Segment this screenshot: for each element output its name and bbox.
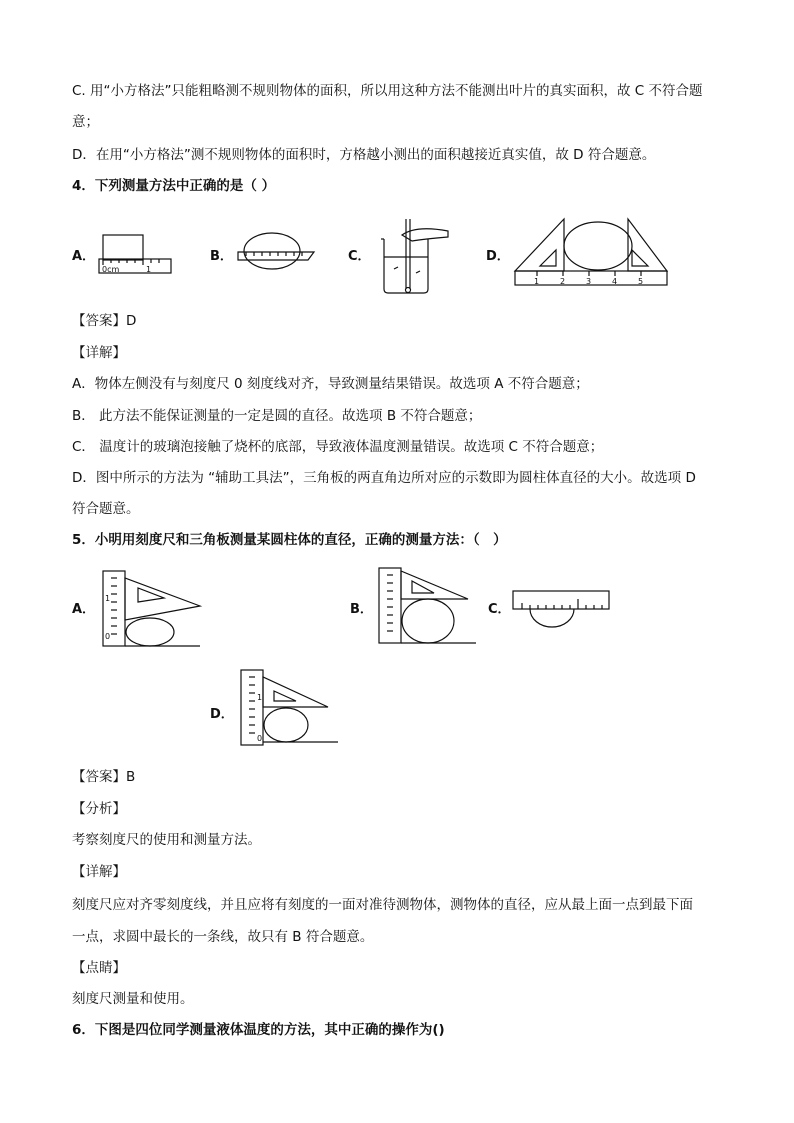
q5-detail-cont: 一点，求圆中最长的一条线，故只有 B 符合题意。 (72, 929, 374, 945)
q5d-vert-one: 1 (257, 693, 263, 702)
q5a-vert-zero: 0 (105, 632, 111, 641)
q4-answer: 【答案】D (72, 313, 137, 329)
q4-option-b-label: B． (210, 249, 233, 264)
q4-option-d-label: D． (486, 249, 510, 264)
q4-figure-a-ruler (96, 232, 176, 277)
q5-detail-heading: 【详解】 (72, 864, 126, 880)
q4-detail-b: B． 此方法不能保证测量的一定是圆的直径。故选项 B 不符合题意； (72, 408, 482, 424)
ruler-a-zero-label: 0cm (102, 265, 120, 274)
ruler-d-tick-2: 2 (560, 277, 566, 286)
q5-point: 刻度尺测量和使用。 (72, 991, 194, 1007)
q5-figure-d (238, 667, 343, 747)
q4-figure-b-ruler-circle (236, 232, 318, 272)
q5-answer: 【答案】B (72, 769, 136, 785)
option-d-explanation: D．在用“小方格法”测不规则物体的面积时，方格越小测出的面积越接近真实值，故 D 符合题意。 (72, 147, 656, 163)
option-c-explanation-cont: 意； (72, 114, 99, 130)
q4-detail-heading: 【详解】 (72, 345, 126, 361)
q5d-vert-zero: 0 (257, 734, 263, 743)
q4-detail-d-cont: 符合题意。 (72, 501, 140, 517)
ruler-d-tick-5: 5 (638, 277, 644, 286)
q4-detail-c: C． 温度计的玻璃泡接触了烧杯的底部，导致液体温度测量错误。故选项 C 不符合题意； (72, 439, 604, 455)
question-6-title: 6．下图是四位同学测量液体温度的方法，其中正确的操作为() (72, 1022, 445, 1038)
q5-option-a-label: A． (72, 602, 96, 617)
q5-analysis: 考察刻度尺的使用和测量方法。 (72, 832, 261, 848)
q5-figure-c (510, 588, 612, 632)
q5-analysis-heading: 【分析】 (72, 801, 126, 817)
ruler-d-tick-1: 1 (534, 277, 540, 286)
q5-detail: 刻度尺应对齐零刻度线，并且应将有刻度的一面对准待测物体，测物体的直径，应从最上面一点到最下面 (72, 897, 693, 913)
q4-option-c-label: C． (348, 249, 371, 264)
q4-detail-a: A．物体左侧没有与刻度尺 0 刻度线对齐，导致测量结果错误。故选项 A 不符合题意； (72, 376, 589, 392)
q5-option-b-label: B． (350, 602, 373, 617)
question-4-title: 4．下列测量方法中正确的是（ ） (72, 178, 276, 194)
ruler-d-tick-3: 3 (586, 277, 592, 286)
ruler-a-one-label: 1 (146, 265, 152, 274)
q4-figure-d-triangles-ruler (512, 216, 672, 288)
q4-detail-d: D．图中所示的方法为 “辅助工具法”，三角板的两直角边所对应的示数即为圆柱体直径的大小。故选项 D (72, 470, 696, 486)
q5-figure-b (376, 565, 481, 647)
option-c-explanation: C. 用“小方格法”只能粗略测不规则物体的面积，所以用这种方法不能测出叶片的真实面积，故 C 不符合题 (72, 83, 703, 99)
q5a-vert-one: 1 (105, 594, 111, 603)
q4-figure-c-thermometer-beaker (376, 217, 452, 295)
q5-figure-a (100, 568, 205, 648)
ruler-d-tick-4: 4 (612, 277, 618, 286)
q5-option-c-label: C． (488, 602, 511, 617)
q5-point-heading: 【点睛】 (72, 960, 126, 976)
q5-option-d-label: D． (210, 707, 234, 722)
question-5-title: 5．小明用刻度尺和三角板测量某圆柱体的直径，正确的测量方法：（ ） (72, 532, 507, 548)
q4-option-a-label: A． (72, 249, 96, 264)
